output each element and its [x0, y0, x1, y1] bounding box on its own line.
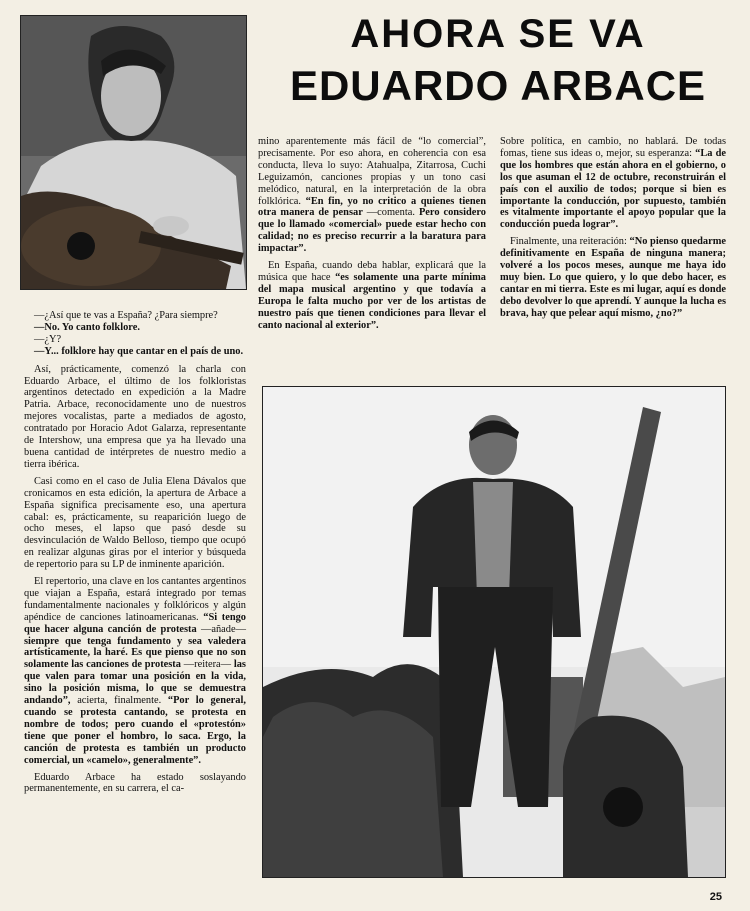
paragraph: mino aparentemente más fácil de “lo comercial”, precisamente. Por eso ahora, en coherencia con esa conducta, lleva lo suyo: Atahualpa, Zitarrosa, Cuchi Leguizamón, canciones propias y un tono casi melódico, natural, en la interpretación de la obra folklórica. “En fin, yo no critico a quienes tienen otra manera de pensar —comenta. Pero considero que lo llamado «comercial» puede estar hecho con calidad; no es preciso recurrir a la baratura para impactar”.	[258, 136, 487, 255]
dialogue-line: —¿Y?	[34, 333, 62, 345]
article-column-1	[24, 310, 246, 800]
standing-man-photo	[262, 386, 726, 878]
dialogue-line: —No. Yo canto folklore.	[34, 321, 140, 333]
paragraph: Eduardo Arbace ha estado soslayando permanentemente, en su carrera, el ca-	[24, 771, 246, 795]
dialogue-line: —¿Así que te vas a España? ¿Para siempre?	[34, 310, 218, 321]
page-number: 25	[709, 891, 722, 903]
headline	[258, 10, 738, 114]
paragraph: Así, prácticamente, comenzó la charla con Eduardo Arbace, el último de los folkloristas argentinos detectado en expedición a la Madre Patria. Arbace, reconocidamente uno de nuestros mejores vocalistas, parte a mediados de agosto, contratado por Horacio Adot Galarza, representante de Intershow, una empresa que ya ha llevado una buena cantidad de intérpretes de nuestro medio a tierra ibérica.	[24, 363, 246, 470]
paragraph: Casi como en el caso de Julia Elena Dávalos que cronicamos en esta edición, la apertura de Arbace a España significa precisamente eso, una apertura cabal: es, prácticamente, su reaparición luego de ocho meses, el lapso que pasó desde su desvinculación de Waldo Belloso, tiempo que ocupó en realizar algunas giras por el interior y búsqueda de repertorio para su LP de inminente aparición.	[24, 475, 246, 571]
portrait-with-guitar-photo	[20, 15, 247, 290]
dialogue-line: —Y... folklore hay que cantar en el país de uno.	[34, 345, 244, 357]
paragraph: En España, cuando deba hablar, explicará que la música que hace “es solamente una parte mínima del mapa musical argentino y que todavía a Europa le falta mucho por ver de los artistas de nuestro país que tienen condiciones para llevar el canto nacional al exterior”.	[258, 260, 486, 331]
paragraph: Finalmente, una reiteración: “No pienso quedarme definitivamente en España de ninguna manera; volveré a los pocos meses, aunque me haya ido muy bien. Lo que quiero, y lo que debo hacer, es cantar en mi tierra. Este es mi lugar, aquí es donde debo devolver lo que aprendí. Y aunque la lucha es brava, hay que pelear aquí mismo, ¿no?”	[500, 236, 726, 319]
headline-line-1: AHORA SE VA	[350, 12, 646, 56]
article-column-2	[258, 136, 486, 337]
article-column-3	[500, 136, 726, 325]
paragraph: El repertorio, una clave en los cantantes argentinos que viajan a España, estará integrado por temas fundamentalmente nacionales y folklóricos y algún apéndice de canciones latinoamericanas. “Si tengo que hacer alguna canción de protesta —añade— siempre que tenga fundamento y sea valedera artísticamente, la haré. Es que pienso que no son solamente las canciones de protesta —reitera— las que valen para tomar una posición en la vida, sino la posición misma, lo que se demuestra andando”, acierta, finalmente. “Por lo general, cuando se protesta cantando, se protesta en nombre de todos; pero cuando el «protestón» tiene que poner el hombro, lo saca. Ergo, la canción de protesta es también un producto comercial, un «camelo», generalmente”.	[24, 576, 246, 766]
headline-line-2: EDUARDO ARBACE	[289, 62, 707, 109]
paragraph: Sobre política, en cambio, no hablará. De todas fomas, tiene sus ideas o, mejor, su esperanza: “La de que los hombres que están ahora en el gobierno, o los que asuman el 12 de octubre, reconstruirán el país con el auxilio de todos; porque si bien es importante la conducción, por supuesto, también es vitalmente importante el apoyo popular que la conducción pueda lograr”.	[500, 136, 726, 231]
